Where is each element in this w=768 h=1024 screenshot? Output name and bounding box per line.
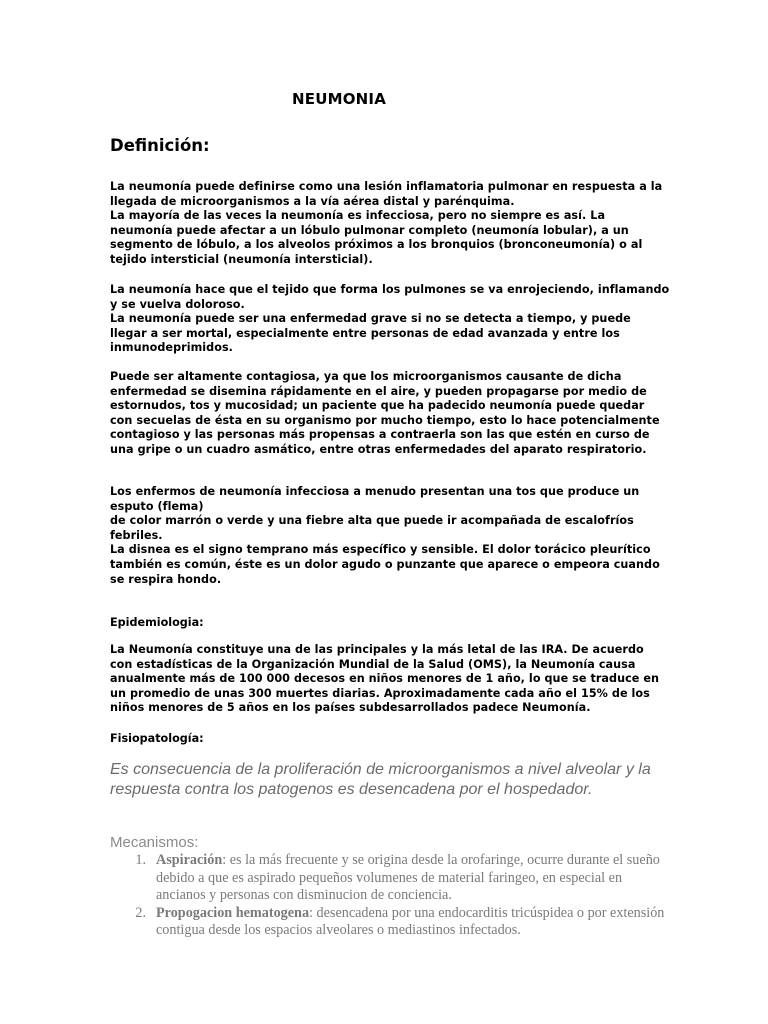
list-item-text [156,852,670,905]
mechanism-description: : desencadena por una endocarditis tricúspidea o por extensión contigua desde los espacios alveolares o mediastinos infectados. [156,904,665,938]
paragraph: Puede ser altamente contagiosa, ya que los microorganismos causante de dicha enfermedad se disemina rápidamente en el aire, y pueden propagarse por medio de estornudos, tos y mucosidad; un paciente que ha padecido neumonía puede quedar con secuelas de ésta en su organismo por mucho tiempo, esto lo hace potencialmente contagioso y las personas más propensas a contraerla son las que estén en curso de una gripe o un cuadro asmático, entre otras enfermedades del aparato respiratorio. [110,370,660,456]
list-item-text [156,905,670,940]
mechanism-description: : es la más frecuente y se origina desde la orofaringe, ocurre durante el sueño debido a que es aspirado pequeños volumenes de material faringeo, en especial en ancianos y personas con disminucion de conciencia. [156,852,660,903]
paragraph: La neumonía hace que el tejido que forma los pulmones se va enrojeciendo, inflamando y se vuelva doloroso. [110,283,670,311]
definition-block-1 [110,180,670,268]
mechanism-term: Aspiración [156,852,223,868]
physiopathology-text: Es consecuencia de la proliferación de microorganismos a nivel alveolar y la respuesta contra los patogenos es desencadena por el hospedador. [110,761,651,798]
paragraph: La neumonía puede definirse como una lesión inflamatoria pulmonar en respuesta a la llegada de microorganismos a la vía aérea distal y parénquima. [110,180,663,208]
list-number: 1. [135,852,146,868]
list-item [110,852,670,905]
mechanism-term: Propogacion hematogena [156,904,310,921]
paragraph: La disnea es el signo temprano más específico y sensible. El dolor torácico pleurítico también es común, éste es un dolor agudo o punzante que aparece o empeora cuando se respira hondo. [110,543,660,586]
paragraph: de color marrón o verde y una fiebre alta que puede ir acompañada de escalofríos febriles. [110,514,634,542]
paragraph: Los enfermos de neumonía infecciosa a menudo presentan una tos que produce un esputo (flema) [110,485,640,513]
epidemiology-block [110,643,670,716]
mechanisms-heading: Mecanismos: [110,834,199,851]
epidemiology-heading: Epidemiologia: [110,616,204,629]
definition-block-3 [110,370,670,458]
physiopathology-heading: Fisiopatología: [110,732,204,745]
list-item [110,905,670,940]
definition-block-2 [110,283,670,356]
paragraph: La mayoría de las veces la neumonía es infecciosa, pero no siempre es así. La neumonía puede afectar a un lóbulo pulmonar completo (neumonía lobular), a un segmento de lóbulo, a los alveolos próximos a los bronquios (bronconeumonía) o al tejido intersticial (neumonía intersticial). [110,209,643,266]
document-title: NEUMONIA [292,90,387,108]
definition-block-4 [110,485,670,587]
paragraph: La neumonía puede ser una enfermedad grave si no se detecta a tiempo, y puede llegar a ser mortal, especialmente entre personas de edad avanzada y entre los inmunodeprimidos. [110,312,631,355]
mechanisms-list [110,852,670,940]
list-number: 2. [135,904,146,921]
definition-heading: Definición: [110,136,210,155]
paragraph: La Neumonía constituye una de las principales y la más letal de las IRA. De acuerdo con estadísticas de la Organización Mundial de la Salud (OMS), la Neumonía causa anualmente más de 100 000 decesos en niños menores de 1 año, lo que se traduce en un promedio de unas 300 muertes diarias. Aproximadamente cada año el 15% de los niños menores de 5 años en los países subdesarrollados padece Neumonía. [110,643,659,715]
